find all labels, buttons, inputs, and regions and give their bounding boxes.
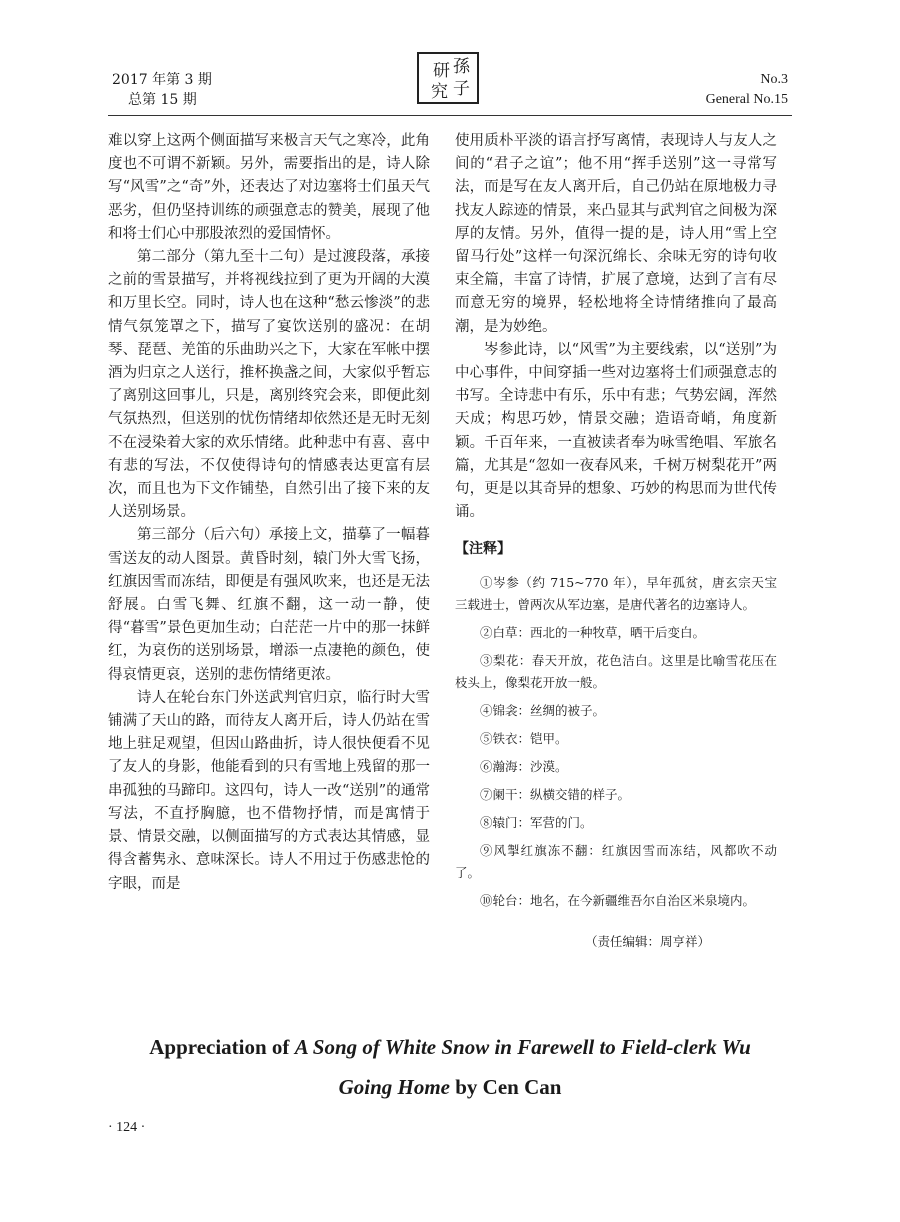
note-item: ⑧辕门：军营的门。: [480, 814, 593, 830]
english-title-italic-2: Going Home: [338, 1075, 450, 1099]
paragraph: 第二部分（第九至十二句）是过渡段落，承接之前的雪景描写，并将视线拉到了更为开阔的大漠和万里长空。同时，诗人也在这种“愁云惨淡”的悲情气氛笼罩之下，描写了宴饮送别的盛况：在胡琴、琵琶、羌笛的乐曲助兴之下，大家在军帐中摆酒为归京之人送行，推杯换盏之间，大家似乎暂忘了离别这回事儿，只是，离别终究会来，即便此刻气氛热烈，但送别的忧伤情绪却依然还是无时无刻不在浸染着大家的欢乐情绪。此种悲中有喜、喜中有悲的写法，不仅使得诗句的情感表达更富有层次，而且也为下文作铺垫，自然引出了接下来的友人送别场景。: [108, 249, 430, 521]
paragraph: 岑参此诗，以“风雪”为主要线索，以“送别”为中心事件，中间穿插一些对边塞将士们顽强意志的书写。全诗悲中有乐，乐中有悲；气势宏阔，浑然天成；构思巧妙，情景交融；造语奇峭，角度新颖。千百年来，一直被读者奉为咏雪绝唱、军旅名篇，尤其是“忽如一夜春风来，千树万树梨花开”两句，更是以其奇异的想象、巧妙的构思而为世代传诵。: [455, 341, 777, 521]
english-title-italic-1: A Song of White Snow in Farewell to Field-clerk Wu: [294, 1035, 751, 1059]
note-item: ⑨风掣红旗冻不翻：红旗因雪而冻结，风都吹不动了。: [455, 842, 777, 880]
note-item: ⑩轮台：地名，在今新疆维吾尔自治区米泉境内。: [480, 892, 756, 908]
note-item: ③梨花：春天开放，花色洁白。这里是比喻雪花压在枝头上，像梨花开放一般。: [455, 652, 777, 690]
issue-en: No.3: [760, 72, 788, 87]
page-number: · 124 ·: [108, 1120, 146, 1135]
svg-text:孫: 孫: [453, 57, 470, 77]
left-column: [108, 130, 430, 896]
responsible-editor: （责任编辑：周亨祥）: [585, 933, 711, 949]
right-column: [455, 130, 777, 953]
paragraph: 第三部分（后六句）承接上文，描摹了一幅暮雪送友的动人图景。黄昏时刻，辕门外大雪飞扬，红旗因雪而冻结，即便是有强风吹来，也还是无法舒展。白雪飞舞、红旗不翻，这一动一静，使得“暮雪”景色更加生动；白茫茫一片中的那一抹鲜红，为哀伤的送别场景，增添一点凄艳的颜色，使得哀情更哀，送别的悲伤情绪更浓。: [108, 527, 430, 683]
note-item: ⑦阑干：纵横交错的样子。: [480, 786, 631, 802]
paragraph: 难以穿上这两个侧面描写来极言天气之寒冷，此角度也不可谓不新颖。另外，需要指出的是，诗人除写“风雪”之“奇”外，还表达了对边塞将士们虽天气恶劣，但仍坚持训练的顽强意志的赞美，展现了他和将士们心中那股浓烈的爱国情怀。: [108, 133, 430, 242]
journal-issue-right: [706, 70, 788, 110]
note-item: ②白草：西北的一种牧草，晒干后变白。: [480, 624, 706, 640]
notes-list: [455, 572, 777, 912]
note-item: ①岑参（约 715~770 年），早年孤贫，唐玄宗天宝三载进士，曾两次从军边塞，是唐代著名的边塞诗人。: [455, 574, 777, 612]
english-title-prefix: Appreciation of: [149, 1035, 295, 1059]
svg-text:究: 究: [431, 82, 448, 102]
note-item: ⑥瀚海：沙漠。: [480, 758, 568, 774]
english-title: [100, 1027, 800, 1107]
notes-heading: 【注释】: [455, 541, 511, 558]
english-title-suffix: by Cen Can: [449, 1075, 562, 1099]
total-issue-en: General No.15: [705, 92, 788, 107]
total-issue-cn: 总第 15 期: [128, 92, 197, 108]
note-item: ④锦衾：丝绸的被子。: [480, 702, 606, 718]
paragraph: 使用质朴平淡的语言抒写离情，表现诗人与友人之间的“君子之谊”；他不用“挥手送别”这一寻常写法，而是写在友人离开后，自己仍站在原地极力寻找友人踪迹的情景，来凸显其与武判官之间极为深厚的友情。另外，值得一提的是，诗人用“雪上空留马行处”这样一句深沉绵长、余味无穷的诗句收束全篇，丰富了诗情，扩展了意境，达到了言有尽而意无穷的境界，轻松地将全诗情绪推向了最高潮，是为妙绝。: [455, 133, 777, 335]
paragraph: 诗人在轮台东门外送武判官归京，临行时大雪铺满了天山的路，而待友人离开后，诗人仍站在雪地上驻足观望，但因山路曲折，诗人很快便看不见了友人的身影，他能看到的只有雪地上残留的那一串孤独的马蹄印。这四句，诗人一改“送别”的通常写法，不直抒胸臆，也不借物抒情，而是寓情于景、情景交融，以侧面描写的方式表达其情感，显得含蓄隽永、意味深长。诗人不用过于伤感悲怆的字眼，而是: [108, 689, 430, 892]
svg-text:子: 子: [453, 79, 470, 99]
issue-cn: 2017 年第 3 期: [112, 72, 212, 88]
svg-text:研: 研: [433, 61, 450, 81]
header-rule: [108, 115, 792, 116]
journal-issue-left: [112, 70, 212, 110]
journal-logo-icon: [415, 50, 481, 106]
note-item: ⑤铁衣：铠甲。: [480, 730, 568, 746]
